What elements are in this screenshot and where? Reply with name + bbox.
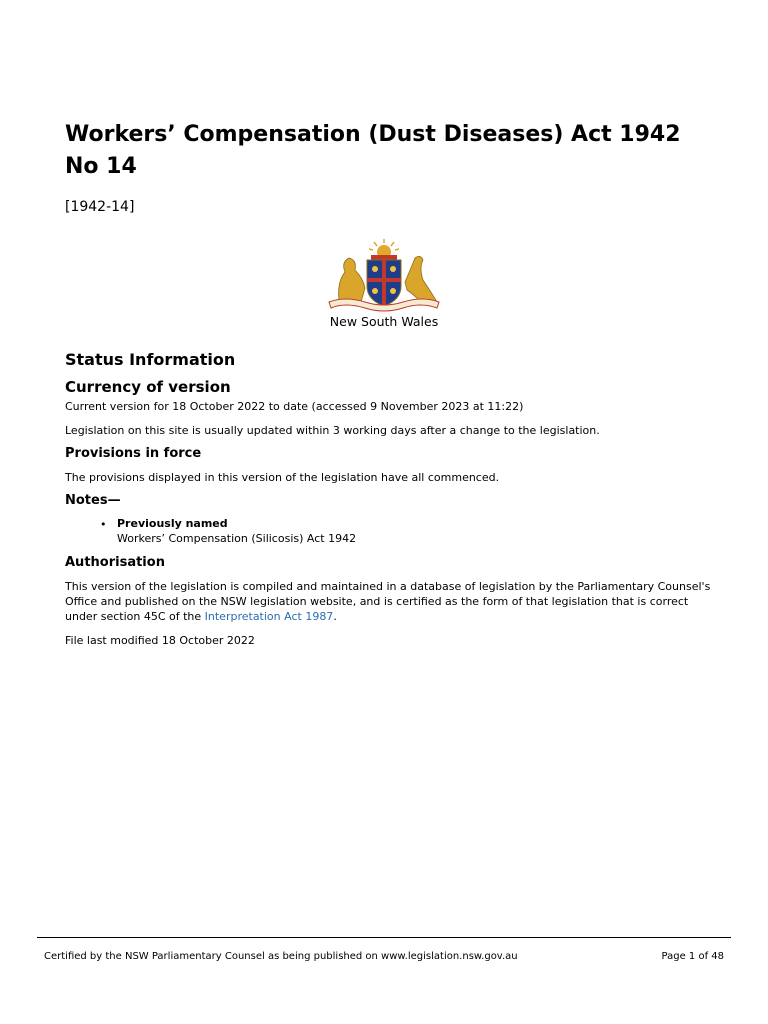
authorisation-text [65,579,715,624]
note-value: Workers’ Compensation (Silicosis) Act 1942 [117,532,357,545]
document-title: Workers’ Compensation (Dust Diseases) Act 1942 No 14 [65,122,681,179]
note-label: Previously named [117,517,228,530]
current-version-text: Current version for 18 October 2022 to date (accessed 9 November 2023 at 11:22) [65,400,524,413]
status-heading: Status Information [65,350,236,369]
document-reference: [1942-14] [65,199,135,215]
file-modified-text: File last modified 18 October 2022 [65,634,255,647]
authorisation-text-before: This version of the legislation is compiled and maintained in a database of legislation by the Parliamentary Counsel's Office and published on the NSW legislation website, and is certified as the form of that legislation that is correct under section 45C of the [65,580,711,623]
update-note-text: Legislation on this site is usually updated within 3 working days after a change to the legislation. [65,424,600,437]
footer-rule [37,937,731,938]
provisions-heading: Provisions in force [65,446,202,461]
note-bullet: • [100,518,107,531]
footer-certification: Certified by the NSW Parliamentary Counsel as being published on www.legislation.nsw.gov.au [44,951,518,962]
currency-heading: Currency of version [65,378,231,396]
page-number: Page 1 of 48 [661,951,724,962]
authorisation-text-after: . [333,610,337,623]
authorisation-heading: Authorisation [65,555,165,570]
crest-caption: New South Wales [329,314,439,329]
interpretation-act-link[interactable]: Interpretation Act 1987 [204,610,334,623]
nsw-coat-of-arms-icon [325,238,443,314]
notes-heading: Notes— [65,493,121,508]
provisions-text: The provisions displayed in this version of the legislation have all commenced. [65,471,500,484]
